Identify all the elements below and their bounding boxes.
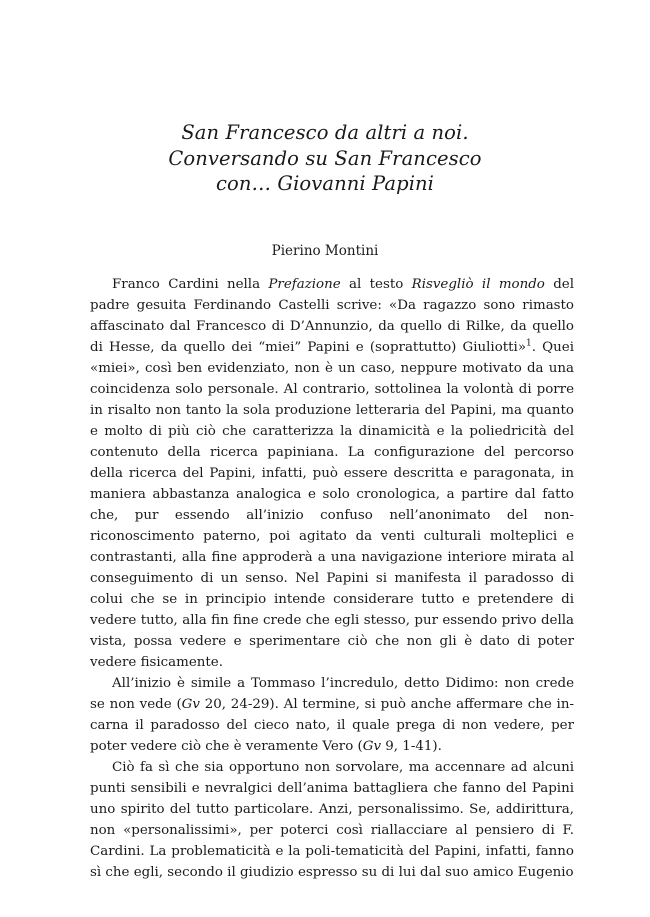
body-paragraph — [90, 274, 574, 673]
text-run: Ciò fa sì che sia opportuno non sorvolare, ma accennare ad alcuni punti sensibili e nevralgici dell’anima battagliera che fanno del Papini uno spirito del tutto particolare. Anzi, personalissimo. Se, addirittura, non «personalissimi», per poterci così riallacciare al pensiero di F. Cardini. La problematicità e la poli-tematicità del Papini, infatti, fanno sì che egli, secondo il giudizio espresso su di lui dal suo amico Eugenio — [90, 760, 574, 880]
italic-text: Prefazione — [268, 277, 341, 292]
title-line-1: San Francesco da altri a noi. — [181, 121, 469, 144]
text-run: All’inizio è simile a Tommaso l’incredulo, detto Didimo: non crede se non vede ( — [90, 676, 574, 712]
text-run: del padre gesuita Ferdinando Castelli scrive: «Da ragazzo sono rimasto affascinato dal Francesco di D’Annunzio, da quello di Rilke, da quello di Hesse, da quello dei “miei” Papini e (soprattutto) Giuliotti» — [90, 277, 574, 355]
title-line-2: Conversando su San Francesco — [168, 146, 482, 170]
italic-text: Gv — [362, 739, 382, 754]
italic-text: Risvegliò il mondo — [411, 277, 545, 292]
article-title — [0, 120, 650, 197]
body-paragraph — [90, 673, 574, 757]
title-line-3: con… Giovanni Papini — [215, 172, 435, 195]
text-run: Franco Cardini nella — [112, 277, 269, 292]
text-run: al testo — [340, 277, 412, 292]
body-paragraph — [90, 757, 574, 883]
text-run: . Quei «miei», così ben evidenziato, non è un caso, neppure motivato da una coincidenza solo personale. Al contrario, sottolinea la volontà di porre in risalto non tanto la sola produzione letteraria del Papini, ma quanto e molto di più ciò che caratterizza la dinamicità e la poliedricità del contenuto della ricerca papiniana. La configurazione del percorso della ricerca del Papini, infatti, può essere descritta e paragonata, in maniera abbastanza analogica e solo cronologica, a partire dal fatto che, pur essendo all’inizio confuso nell’anonimato del non-riconoscimento paterno, poi agitato da venti culturali molteplici e contrastanti, alla fine approderà a una navigazione interiore mirata al conseguimento di un senso. Nel Papini si manifesta il paradosso di colui che se in principio intende considerare tutto e pretendere di vedere tutto, alla fin fine crede che egli stesso, pur essendo privo della vista, possa vedere e sperimentare ciò che non gli è dato di poter vedere fisicamente. — [90, 340, 574, 670]
article-author: Pierino Montini — [271, 243, 379, 259]
text-run: 9, 1-41). — [381, 739, 442, 754]
footnote-marker: 1 — [526, 338, 532, 349]
italic-text: Gv — [181, 697, 200, 712]
article-body — [90, 274, 574, 883]
text-run: 20, 24-29). Al termine, si può anche affermare che incarna il paradosso del cieco nato, il quale prega di non vedere, per poter vedere ciò che è veramente Vero ( — [90, 697, 574, 754]
